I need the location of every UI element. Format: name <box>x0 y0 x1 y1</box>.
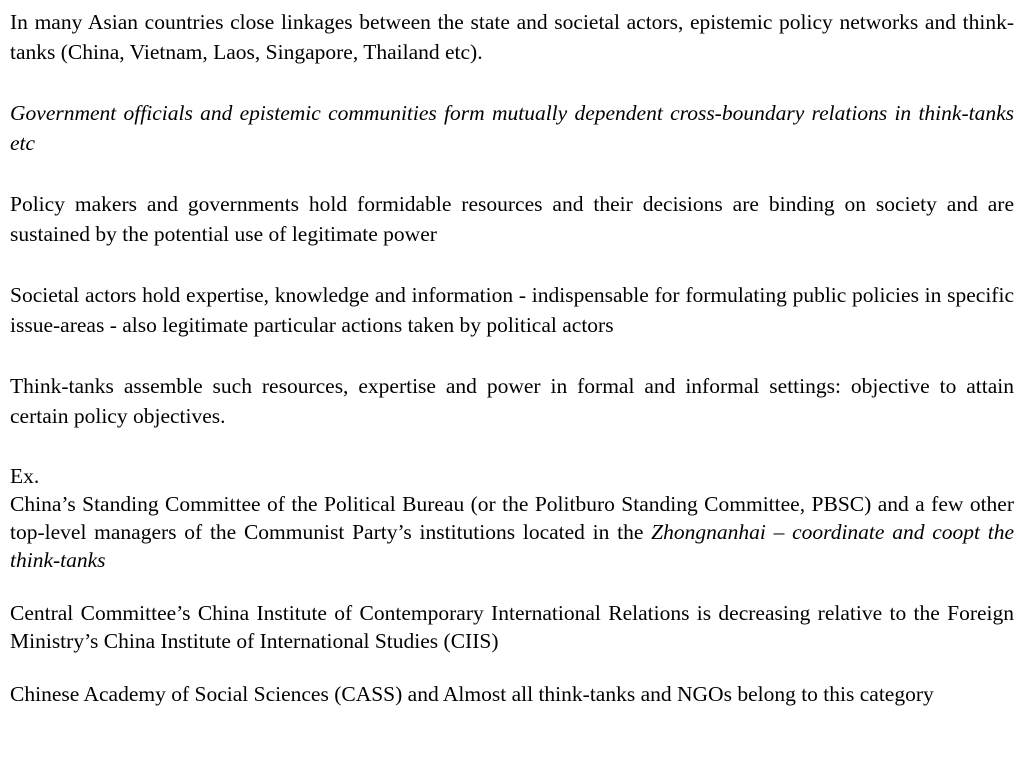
paragraph-ciicr: Central Committee’s China Institute of Contemporary International Relations is decreasing relative to the Foreign Ministry’s China Institute of International Studies (CIIS) <box>10 601 1014 653</box>
paragraph-think-tanks: Think-tanks assemble such resources, expertise and power in formal and informal settings: objective to attain certain policy objectives. <box>10 374 1014 428</box>
paragraph-policy-makers: Policy makers and governments hold formidable resources and their decisions are binding on society and are sustained by the potential use of legitimate power <box>10 192 1014 246</box>
example-label: Ex. <box>10 464 40 488</box>
example-block <box>10 462 1014 574</box>
example-paragraph <box>10 490 1014 574</box>
paragraph-societal-actors: Societal actors hold expertise, knowledge and information - indispensable for formulating public policies in specific issue-areas - also legitimate particular actions taken by political actors <box>10 283 1014 337</box>
paragraph-cass: Chinese Academy of Social Sciences (CASS) and Almost all think-tanks and NGOs belong to this category <box>10 682 934 706</box>
paragraph-asian-linkages: In many Asian countries close linkages between the state and societal actors, epistemic policy networks and think-tanks (China, Vietnam, Laos, Singapore, Thailand etc). <box>10 10 1014 64</box>
example-text-regular: China’s Standing Committee of the Political Bureau (or the Politburo Standing Committee, PBSC) and a few other top-level managers of the Communist Party’s institutions located in the <box>10 492 1014 544</box>
paragraph-government-officials: Government officials and epistemic communities form mutually dependent cross-boundary relations in think-tanks etc <box>10 101 1014 155</box>
example-text-italic: Zhongnanhai – coordinate and coopt the think-tanks <box>10 520 1014 572</box>
